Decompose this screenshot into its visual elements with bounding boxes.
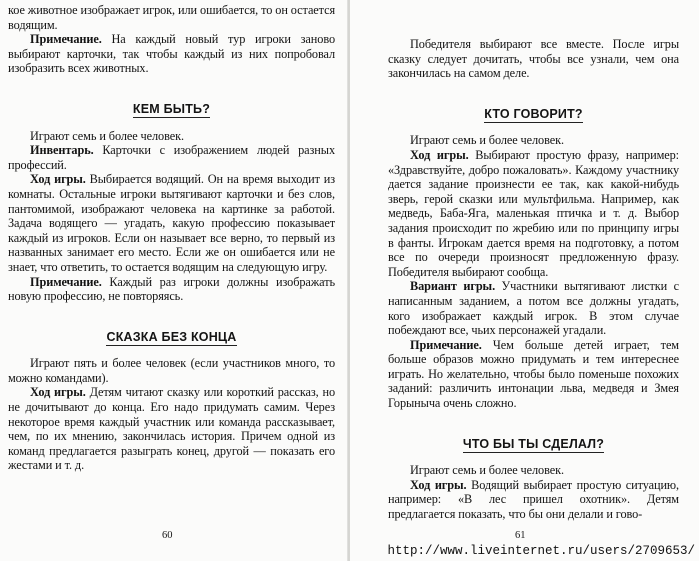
left-page: [0, 0, 349, 561]
course-paragraph: [388, 478, 679, 522]
note-text: Каждый раз игроки должны изображать новую профессию, не повторяясь.: [8, 274, 335, 304]
course-text: Выбирается водящий. Он на время выходит из комнаты. Остальные игроки вытягивают карточки и без слов, пантомимой, изображают человека на картинке за работой. Задача водящего — угадать, какую профессию показывает каждый из игроков. Если он называет все верно, то первый из названных занимает его место. Если же он ошибается или не знает, что ответить, то остается водящим на следующую игру.: [8, 172, 335, 274]
page-number-right: 61: [515, 530, 526, 541]
note-label: Примечание.: [30, 32, 102, 47]
note-label: Примечание.: [410, 337, 482, 352]
course-paragraph: [8, 172, 335, 274]
course-paragraph: [8, 385, 335, 473]
left-text-column: [8, 3, 335, 473]
players-paragraph: Играют семь и более человек.: [30, 128, 184, 143]
players-paragraph: Играют семь и более человек.: [410, 133, 564, 148]
course-label: Ход игры.: [30, 385, 86, 400]
inventory-text: Карточки с изображением людей разных профессий.: [8, 143, 335, 172]
watermark-url: http://www.liveinternet.ru/users/2709653/: [387, 544, 695, 558]
variant-text: Участники вытягивают листки с написанным заданием, а потом все должны угадать, кого изображает каждый игрок. В этом случае побеждают все, чьих персонажей угадали.: [388, 279, 679, 338]
right-page: [350, 0, 699, 561]
note-label: Примечание.: [30, 274, 102, 289]
inventory-label: Инвентарь.: [30, 143, 94, 158]
left-intro-paragraph: кое животное изображает игрок, или ошибается, то он остается водящим.: [8, 3, 335, 32]
course-paragraph: [388, 148, 679, 279]
note-paragraph: [388, 338, 679, 411]
variant-paragraph: [388, 279, 679, 337]
inventory-paragraph: [8, 143, 335, 172]
right-text-column: [388, 37, 679, 522]
course-text: Детям читают сказку или короткий рассказ, но не дочитывают до конца. Его надо придумать самим. Через некоторое время каждый участник или команда рассказывает, чем, по их мнению, закончилась история. Причем одной из команд предлагается разыграть конец, другой — показать его жестами и т. д.: [8, 385, 335, 473]
right-intro-paragraph: Победителя выбирают все вместе. После игры сказку следует дочитать, чтобы все узнали, чем она закончилась на самом деле.: [388, 37, 679, 81]
players-paragraph: Играют семь и более человек.: [410, 463, 564, 478]
note-text: На каждый новый тур игроки заново выбирают карточки, так чтобы каждый из них попробовал изобразить всех животных.: [8, 32, 335, 76]
variant-label: Вариант игры.: [410, 279, 496, 294]
game-heading-kem-byt: КЕМ БЫТЬ?: [132, 101, 211, 116]
course-label: Ход игры.: [410, 147, 469, 162]
game-heading-skazka: СКАЗКА БЕЗ КОНЦА: [106, 329, 237, 344]
course-text: Выбирают простую фразу, например: «Здравствуйте, добро пожаловать». Каждому участнику дается задание произнести ее так, как какой-нибудь зверь, герой сказки или мультфильма. Например, как медведь, Баба-Яга, маленькая птичка и т. д. Выбор задания происходит по жребию или по принципу игры в фанты. Игрокам дается время на подготовку, а потом все по очереди произносят предложенную фразу. Победителя выбирают сообща.: [388, 147, 679, 279]
note-text: Чем больше детей играет, тем больше образов можно придумать и тем интереснее играть. Но желательно, чтобы было поменьше похожих заданий: различить интонации льва, медведя и Змея Горыныча очень сложно.: [388, 337, 679, 411]
page-number-left: 60: [162, 530, 173, 541]
note-paragraph: [8, 275, 335, 304]
game-heading-kto-govorit: КТО ГОВОРИТ?: [484, 106, 583, 121]
players-paragraph: Играют пять и более человек (если участников много, то можно командами).: [8, 356, 335, 385]
game-heading-chto-by: ЧТО БЫ ТЫ СДЕЛАЛ?: [462, 436, 605, 451]
course-label: Ход игры.: [410, 477, 467, 492]
course-text: Водящий выбирает простую ситуацию, например: «В лес пришел охотник». Детям предлагается показать, что бы они делали и гово-: [388, 477, 679, 522]
left-note-paragraph: [8, 32, 335, 76]
course-label: Ход игры.: [30, 172, 86, 187]
